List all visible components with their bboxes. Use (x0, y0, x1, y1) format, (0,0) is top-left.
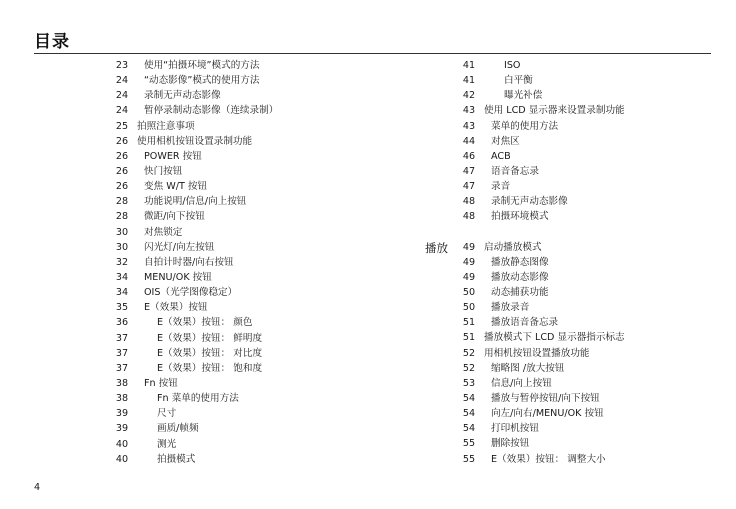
toc-entry-title: MENU/OK 按钮 (144, 271, 212, 283)
toc-page-number: 42 (462, 90, 476, 102)
toc-entry-title: 微距/向下按钮 (144, 211, 205, 223)
toc-page-number: 23 (115, 60, 129, 71)
toc-page-number: 41 (462, 60, 476, 71)
toc-entry-title: 画质/帧频 (157, 423, 199, 435)
toc-page-number: 51 (462, 317, 476, 329)
toc-page-number: 46 (462, 150, 476, 162)
toc-page-number: 52 (462, 362, 476, 374)
toc-entry-title: 播放语音备忘录 (491, 317, 559, 329)
toc-page-number: 40 (115, 453, 129, 465)
toc-entry-title: 使用相机按钮设置录制功能 (137, 135, 253, 147)
toc-page-number: 39 (115, 423, 129, 435)
toc-page-number: 39 (115, 408, 129, 420)
toc-entry-title: E（效果）按钮： 颜色 (157, 317, 253, 329)
toc-page-number: 54 (462, 392, 476, 404)
toc-entry-title: 白平衡 (504, 75, 533, 87)
toc-entry-title: 播放模式下 LCD 显示器指示标志 (484, 332, 625, 344)
toc-entry-title: 向左/向右/MENU/OK 按钮 (491, 408, 604, 420)
toc-entry-title: 语音备忘录 (491, 165, 539, 177)
toc-entry-title: 录制无声动态影像 (144, 90, 221, 102)
toc-entry-title: 暂停录制动态影像（连续录制） (144, 105, 279, 117)
toc-page-number: 49 (462, 271, 476, 283)
toc-entry-title: POWER 按钮 (144, 150, 202, 162)
toc-page-number: 34 (115, 271, 129, 283)
toc-entry-title: 菜单的使用方法 (491, 120, 559, 132)
toc-entry-title: ACB (491, 150, 511, 162)
toc-page-number: 55 (462, 453, 476, 465)
toc-entry-title: 播放录音 (491, 302, 530, 314)
toc-entry-title: 快门按钮 (144, 165, 183, 177)
toc-page-number: 32 (115, 256, 129, 268)
toc-page-number: 38 (115, 377, 129, 389)
toc-entry-title: 动态捕获功能 (491, 286, 549, 298)
toc-entry-title: E（效果）按钮： 调整大小 (491, 453, 606, 465)
toc-entry-title: E（效果）按钮： 对比度 (157, 347, 263, 359)
toc-page-number: 24 (115, 105, 129, 117)
toc-entry-title: 尺寸 (157, 408, 177, 420)
toc-entry-title: 删除按钮 (491, 438, 530, 450)
toc-entry-title: 打印机按钮 (491, 423, 539, 435)
toc-page-number: 47 (462, 181, 476, 193)
toc-page-number: 37 (115, 362, 129, 374)
toc-page-number: 26 (115, 181, 129, 193)
toc-page-number: 37 (115, 347, 129, 359)
toc-entry-title: “动态影像”模式的使用方法 (144, 75, 260, 87)
toc-page-number: 51 (462, 332, 476, 344)
toc-entry-title: 曝光补偿 (504, 90, 543, 102)
toc-page-number: 52 (462, 347, 476, 359)
toc-page-number: 28 (115, 211, 129, 223)
toc-page-number: 49 (462, 241, 476, 253)
toc-page-number: 53 (462, 377, 476, 389)
toc-entry-title: 自拍计时器/向右按钮 (144, 256, 234, 268)
toc-page-number: 35 (115, 302, 129, 314)
toc-entry-title: 拍摄环境模式 (491, 211, 549, 223)
toc-page-number: 24 (115, 90, 129, 102)
toc-entry-title: 播放静态图像 (491, 256, 549, 268)
toc-page-number: 26 (115, 135, 129, 147)
toc-page-number: 47 (462, 165, 476, 177)
toc-entry-title: 用相机按钮设置播放功能 (484, 347, 590, 359)
toc-page-number: 36 (115, 317, 129, 329)
toc-page-number: 43 (462, 105, 476, 117)
toc-page-number: 37 (115, 332, 129, 344)
toc-entry-title: OIS（光学图像稳定） (144, 287, 238, 299)
toc-entry-title: 使用“拍摄环境”模式的方法 (144, 60, 260, 71)
toc-entry-title: 闪光灯/向左按钮 (144, 241, 215, 253)
toc-page-number: 40 (115, 438, 129, 450)
toc-entry-title: 拍照注意事项 (137, 120, 195, 132)
toc-entry-title: 变焦 W/T 按钮 (144, 181, 208, 193)
toc-page-number: 26 (115, 150, 129, 162)
toc-page-number: 30 (115, 241, 129, 253)
toc-page-number: 50 (462, 286, 476, 298)
toc-page-number: 41 (462, 75, 476, 87)
toc-entry-title: ISO (504, 60, 521, 71)
toc-page-number: 55 (462, 438, 476, 450)
toc-page-number: 54 (462, 423, 476, 435)
toc-page-number: 44 (462, 135, 476, 147)
title-divider (34, 53, 711, 54)
toc-page-number: 30 (115, 226, 129, 238)
toc-page-number: 28 (115, 196, 129, 208)
toc-page-number: 24 (115, 75, 129, 87)
toc-entry-title: 使用 LCD 显示器来设置录制功能 (484, 105, 625, 117)
toc-page-number: 48 (462, 196, 476, 208)
toc-entry-title: 播放与暂停按钮/向下按钮 (491, 392, 600, 404)
toc-entry-title: 录音 (491, 181, 511, 193)
toc-page-number: 26 (115, 165, 129, 177)
toc-entry-title: 拍摄模式 (157, 453, 196, 465)
page-title: 目录 (34, 32, 70, 52)
toc-page-number: 38 (115, 393, 129, 405)
section-label-playback: 播放 (425, 241, 448, 255)
toc-entry-title: 播放动态影像 (491, 271, 549, 283)
toc-entry-title: 对焦锁定 (144, 226, 183, 238)
toc-page-number: 43 (462, 120, 476, 132)
toc-entry-title: 功能说明/信息/向上按钮 (144, 196, 247, 208)
toc-entry-title: 缩略图 /放大按钮 (491, 362, 565, 374)
toc-page-number: 25 (115, 120, 129, 132)
toc-entry-title: 启动播放模式 (484, 241, 542, 253)
toc-page-number: 49 (462, 256, 476, 268)
toc-entry-title: 录制无声动态影像 (491, 196, 568, 208)
toc-entry-title: 信息/向上按钮 (491, 377, 552, 389)
toc-page-number: 50 (462, 302, 476, 314)
toc-entry-title: E（效果）按钮 (144, 302, 208, 314)
toc-page-number: 48 (462, 211, 476, 223)
toc-entry-title: 对焦区 (491, 135, 520, 147)
toc-entry-title: E（效果）按钮： 鲜明度 (157, 332, 263, 344)
toc-entry-title: E（效果）按钮： 饱和度 (157, 362, 263, 374)
toc-entry-title: 测光 (157, 438, 177, 450)
toc-entry-title: Fn 菜单的使用方法 (157, 393, 239, 405)
toc-page-number: 34 (115, 287, 129, 299)
toc-entry-title: Fn 按钮 (144, 377, 178, 389)
toc-page-number: 54 (462, 408, 476, 420)
page-number: 4 (34, 482, 41, 493)
